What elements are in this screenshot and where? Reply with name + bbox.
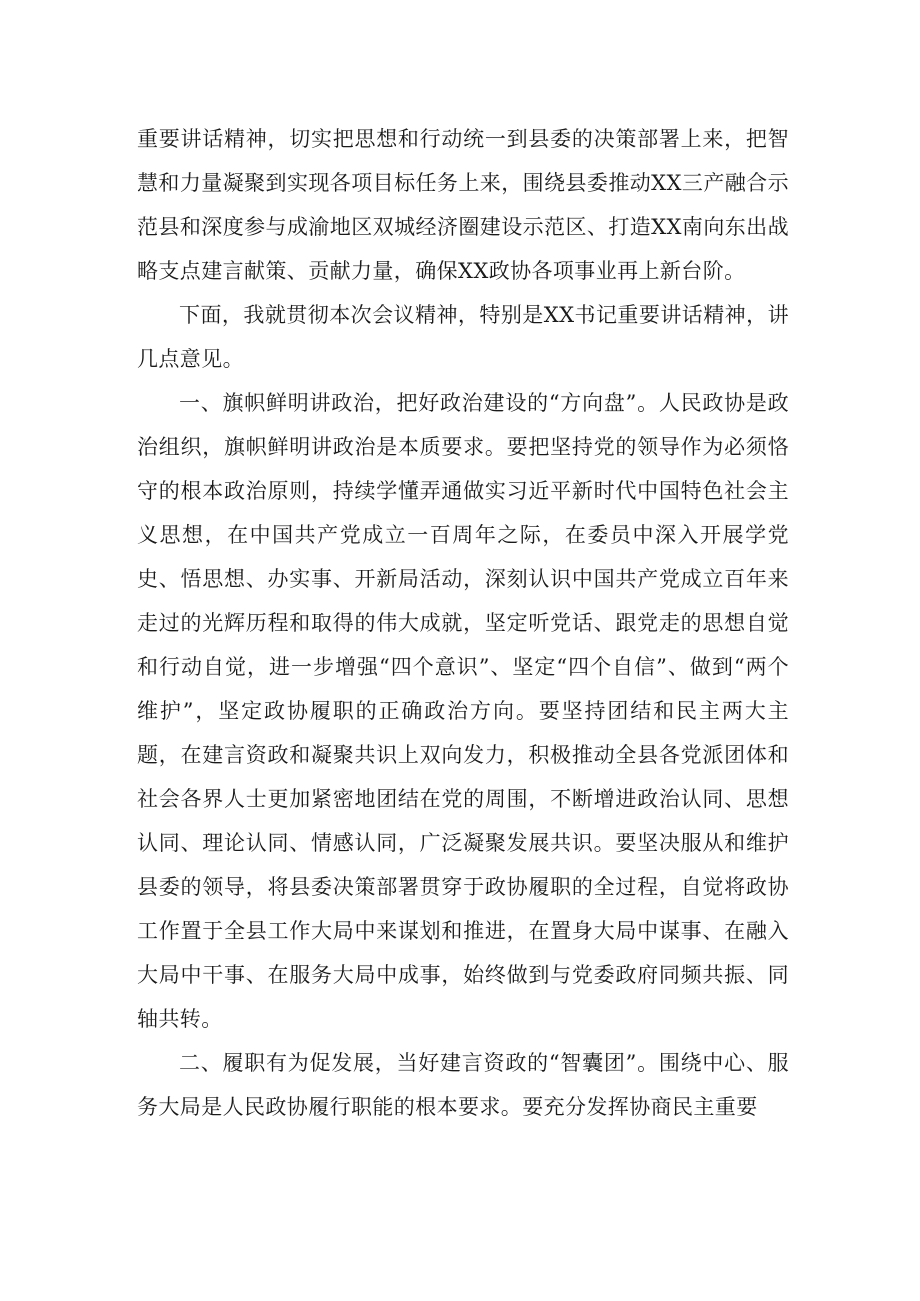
document-body: [137, 117, 789, 1129]
paragraph-section-two: 二、履职有为促发展，当好建言资政的“智囊团”。围绕中心、服务大局是人民政协履行职能的根本要求。要充分发挥协商民主重要: [137, 1051, 789, 1119]
paragraph-continuation: 重要讲话精神，切实把思想和行动统一到县委的决策部署上来，把智慧和力量凝聚到实现各项目标任务上来，围绕县委推动XX三产融合示范县和深度参与成渝地区双城经济圈建设示范区、打造XX南向东出战略支点建言献策、贡献力量，确保XX政协各项事业再上新台阶。: [137, 127, 789, 283]
paragraph-section-one: 一、旗帜鲜明讲政治，把好政治建设的“方向盘”。人民政协是政治组织，旗帜鲜明讲政治是本质要求。要把坚持党的领导作为必须恪守的根本政治原则，持续学懂弄通做实习近平新时代中国特色社会主义思想，在中国共产党成立一百周年之际，在委员中深入开展学党史、悟思想、办实事、开新局活动，深刻认识中国共产党成立百年来走过的光辉历程和取得的伟大成就，坚定听党话、跟党走的思想自觉和行动自觉，进一步增强“四个意识”、坚定“四个自信”、做到“两个维护”，坚定政协履职的正确政治方向。要坚持团结和民主两大主题，在建言资政和凝聚共识上双向发力，积极推动全县各党派团体和社会各界人士更加紧密地团结在党的周围，不断增进政治认同、思想认同、理论认同、情感认同，广泛凝聚发展共识。要坚决服从和维护县委的领导，将县委决策部署贯穿于政协履职的全过程，自觉将政协工作置于全县工作大局中来谋划和推进，在置身大局中谋事、在融入大局中干事、在服务大局中成事，始终做到与党委政府同频共振、同轴共转。: [137, 391, 789, 1031]
paragraph-intro: 下面，我就贯彻本次会议精神，特别是XX书记重要讲话精神，讲几点意见。: [137, 303, 789, 371]
